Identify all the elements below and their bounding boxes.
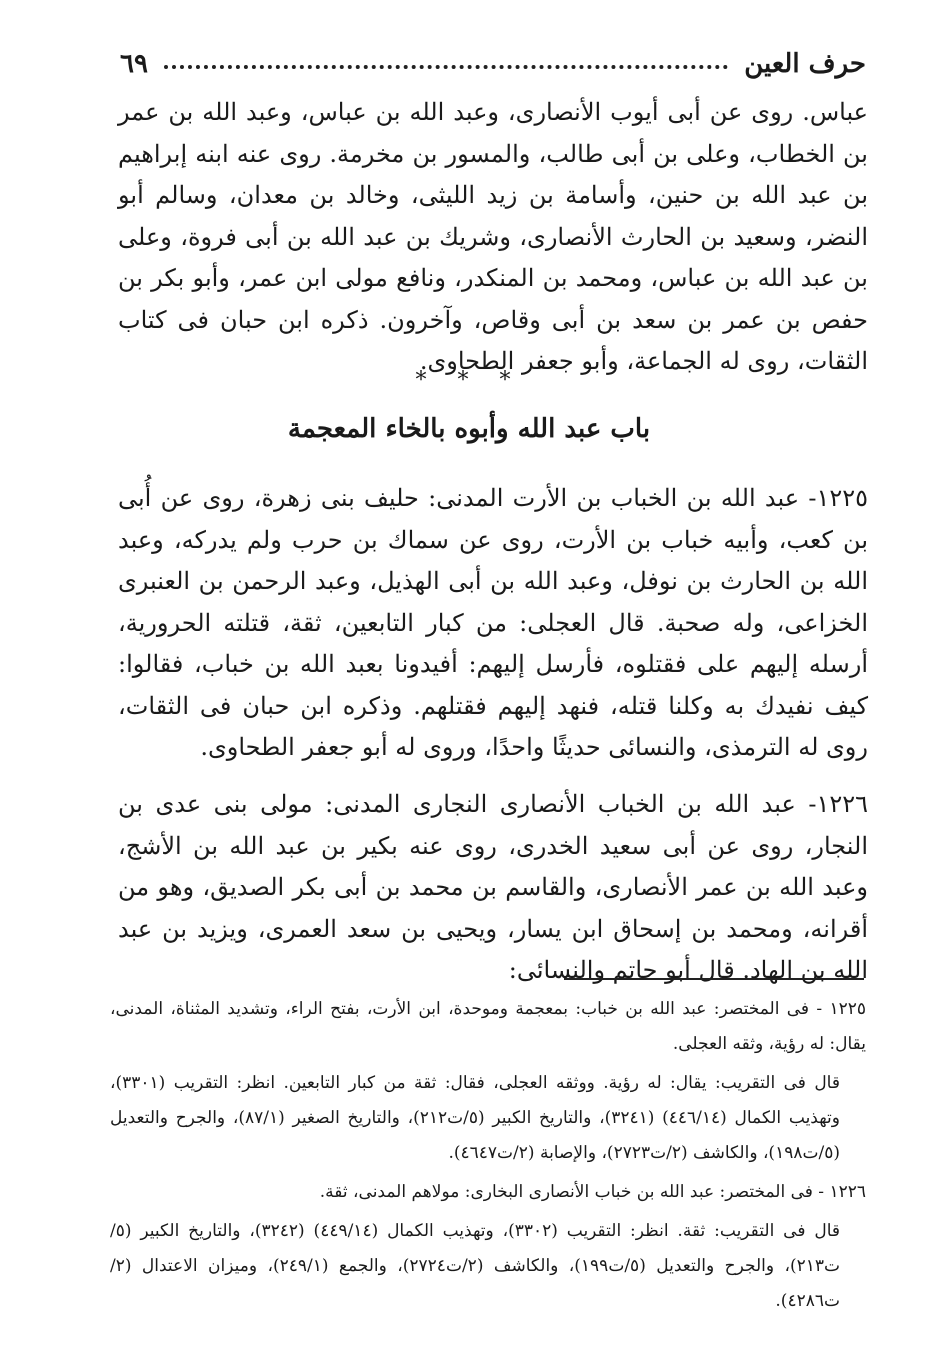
header-title: حرف العين: [744, 49, 866, 79]
footnote-1226: ١٢٢٦ - فى المختصر: عبد الله بن خباب الأنصارى البخارى: مولاهم المدنى، ثقة.: [319, 1182, 866, 1202]
chapter-heading: باب عبد الله وأبوه بالخاء المعجمة: [287, 414, 651, 444]
footnote-divider: [564, 978, 864, 980]
footnote-1225-references: قال فى التقريب: يقال: له رؤية. ووثقه العجلى، فقال: ثقة من كبار التابعين. انظر: التقريب (٣٣٠١)، وتهذيب الكمال (٤٤٦/١٤) (٣٢٤١)، والتاريخ الكبير (٥/ت٢١٢)، والتاريخ الصغير (٨٧/١)، والجرح والتعديل (٥/ت١٩٨)، والكاشف (٢/ت٢٧٢٣)، والإصابة (٢/ت٤٦٤٧).: [110, 1073, 841, 1163]
footnote-1226-references: قال فى التقريب: ثقة. انظر: التقريب (٣٣٠٢)، وتهذيب الكمال (٤٤٩/١٤) (٣٢٤٢)، والتاريخ الكبير (٥/ت٢١٣)، والجرح والتعديل (٥/ت١٩٩)، والكاشف (٢/ت٢٧٢٤)، والجمع (٢٤٩/١)، وميزان الاعتدال (٢/ت٤٢٨٦).: [110, 1221, 841, 1311]
page-number: ٦٩: [120, 49, 148, 79]
entry-1226: ١٢٢٦- عبد الله بن الخباب الأنصارى النجارى المدنى: مولى بنى عدى بن النجار، روى عن أبى سعيد الخدرى، روى عنه بكير بن عبد الله بن الأشج، وعبد الله بن عمر الأنصارى، والقاسم بن محمد بن أبى بكر الصديق، وهو من أقرانه، ومحمد بن إسحاق ابن يسار، ويحيى بن سعد العمرى، ويزيد بن عبد الله بن الهاد. قال أبو حاتم والنسائى:: [118, 790, 869, 984]
footnote-1225: ١٢٢٥ - فى المختصر: عبد الله بن خباب: بمعجمة وموحدة، ابن الأرت، بفتح الراء، وتشديد المثناة، المدنى، يقال: له رؤية، وثقه العجلى.: [110, 999, 866, 1054]
running-header: [120, 44, 866, 84]
intro-paragraph: عباس. روى عن أبى أيوب الأنصارى، وعبد الله بن عباس، وعبد الله بن عمر بن الخطاب، وعلى بن أبى طالب، والمسور بن مخرمة. روى عنه ابنه إبراهيم بن عبد الله بن حنين، وأسامة بن زيد الليثى، وخالد بن معدان، وسالم أبو النضر، وسعيد بن الحارث الأنصارى، وشريك بن عبد الله بن أبى فروة، وعلى بن عبد الله بن عباس، ومحمد بن المنكدر، ونافع مولى ابن عمر، وأبو بكر بن حفص بن عمر بن سعد بن أبى وقاص، وآخرون. ذكره ابن حبان فى كتاب الثقات، روى له الجماعة، وأبو جعفر الطحاوى.: [118, 98, 869, 375]
footnotes: [110, 992, 866, 1323]
section-separator: * * *: [415, 368, 523, 393]
entry-1225: ١٢٢٥- عبد الله بن الخباب بن الأرت المدنى: حليف بنى زهرة، روى عن أُبى بن كعب، وأبيه خباب بن الأرت، روى عن سماك بن حرب ولم يدركه، وعبد الله بن الحارث بن نوفل، وعبد الله بن أبى الهذيل، وعبد الرحمن بن العنبرى الخزاعى، وله صحبة. قال العجلى: من كبار التابعين، ثقة، قتلته الحرورية، أرسله إليهم على فقتلوه، فأرسل إليهم: أفيدونا بعبد الله بن خباب، فقالوا: كيف نفيدك به وكلنا قتله، فنهد إليهم فقتلهم. وذكره ابن حبان فى الثقات، روى له الترمذى، والنسائى حديثًا واحدًا، وروى له أبو جعفر الطحاوى.: [118, 484, 868, 761]
header-dot-leader: [164, 59, 728, 69]
